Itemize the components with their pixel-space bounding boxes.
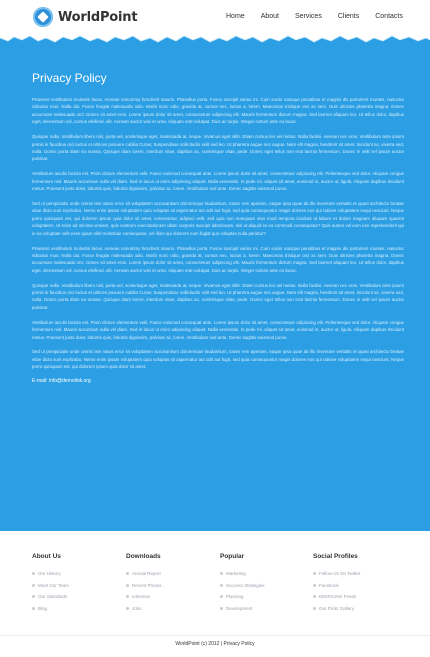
paragraph: Quisque nulla. Vestibulum libero nisl, porta vel, scelerisque eget, malesuada at, neque. Vivamus eget nibh. Etiam cursus leo vel metus. Nulla facilisi. Aenean nec eros. Vestibulum ante ipsum primis in faucibus orci luctus et ultrices posuere cubilia Curae; Suspendisse sollicitudin velit sed leo. Ut pharetra augue nec augue. Nam elit magna, hendrerit sit amet, tincidunt ac, viverra sed, nulla. Donec porta diam eu massa. Quisque diam lorem, interdum vitae, dapibus ac, scelerisque vitae, pede. Donec eget tellus non erat lacinia fermentum. Donec in velit vel ipsum auctor pulvinar. (32, 282, 404, 310)
bullet-icon (313, 607, 316, 610)
privacy-policy-link[interactable]: Privacy Policy (223, 641, 255, 647)
footer-link[interactable]: Recent Photos (126, 580, 216, 592)
bullet-icon (126, 572, 129, 575)
copyright-text: WorldPoint (c) 2012 (175, 641, 220, 647)
copyright (0, 641, 430, 647)
footer-link[interactable]: Planning (220, 591, 310, 603)
paragraph: Vestibulum iaculis lacinia est. Proin dictum elementum velit. Fusce euismod consequat ante. Lorem ipsum dolor sit amet, consectetuer adipiscing elit. Pellentesque sed dolor. Aliquam congue fermentum nisl. Mauris accumsan nulla vel diam. Sed in lacus ut enim adipiscing aliquet. Nulla venenatis. In pede mi, aliquet sit amet, euismod in, auctor ut, ligula. Aliquam dapibus tincidunt metus. Praesent justo dolor, lobortis quis, lobortis dignissim, pulvinar ac, lorem. Vestibulum sed ante. Donec sagittis euismod purus. (32, 171, 404, 192)
paragraph: Vestibulum iaculis lacinia est. Proin dictum elementum velit. Fusce euismod consequat ante. Lorem ipsum dolor sit amet, consectetuer adipiscing elit. Pellentesque sed dolor. Aliquam congue fermentum nisl. Mauris accumsan nulla vel diam. Sed in lacus ut enim adipiscing aliquet. Nulla venenatis. In pede mi, aliquet sit amet, euismod in, auctor ut, ligula. Aliquam dapibus tincidunt metus. Praesent justo dolor, lobortis quis, lobortis dignissim, pulvinar ac, lorem. Vestibulum sed ante. Donec sagittis euismod purus. (32, 319, 404, 340)
nav-services[interactable]: Services (294, 13, 322, 20)
footer-column-social (313, 553, 403, 614)
bullet-icon (32, 584, 35, 587)
main-nav (218, 12, 411, 22)
bullet-icon (220, 572, 223, 575)
footer-column-downloads (126, 553, 216, 614)
footer-link[interactable]: Interview (126, 591, 216, 603)
policy-text (32, 96, 404, 385)
footer-column-title: About Us (32, 553, 61, 560)
paragraph: Sed ut perspiciatis unde omnis iste natus error sit voluptatem accusantium doloremque laudantium, totam rem aperiam, eaque ipsa quae ab illo inventore veritatis et quasi architecto beatae vitae dicta sunt explicabo. Nemo enim ipsam voluptatem quia voluptas sit aspernatur aut odit aut fugit, sed quia consequuntur magni dolores eos qui ratione voluptatem sequi nesciunt. Neque porro quisquam est, qui dolorem ipsum quia dolor sit amet, consectetur, adipisci velit, sed quia non numquam eius modi tempora incidunt ut labore et dolore magnam aliquam quaerat voluptatem. Ut enim ad minima veniam, quis nostrum exercitationem ullam corporis suscipit laboriosam, nisi ut aliquid ex ea commodi consequatur? Quis autem vel eum iure reprehenderit qui in ea voluptate velit esse quam nihil molestiae consequatur, vel illum qui dolorem eum fugiat quo voluptas nulla pariatur? (32, 200, 404, 236)
footer-link[interactable]: Annual Report (126, 568, 216, 580)
site-footer (0, 531, 430, 636)
email-label: E-mail: (32, 378, 48, 385)
footer-link[interactable]: Our Standards (32, 591, 122, 603)
paragraph: Quisque nulla. Vestibulum libero nisl, porta vel, scelerisque eget, malesuada at, neque. Vivamus eget nibh. Etiam cursus leo vel metus. Nulla facilisi. Aenean nec eros. Vestibulum ante ipsum primis in faucibus orci luctus et ultrices posuere cubilia Curae; Suspendisse sollicitudin velit sed leo. Ut pharetra augue nec augue. Nam elit magna, hendrerit sit amet, tincidunt ac, viverra sed, nulla. Donec porta diam eu massa. Quisque diam lorem, interdum vitae, dapibus ac, scelerisque vitae, pede. Donec eget tellus non erat lacinia fermentum. Donec in velit vel ipsum auctor pulvinar. (32, 134, 404, 162)
site-header (0, 0, 430, 34)
footer-column-title: Social Profiles (313, 553, 358, 560)
copyright-separator: | (220, 641, 223, 647)
footer-column-about (32, 553, 122, 614)
nav-clients[interactable]: Clients (337, 13, 360, 20)
bullet-icon (126, 607, 129, 610)
torn-edge-decoration (0, 32, 430, 48)
bullet-icon (220, 584, 223, 587)
footer-link[interactable]: Development (220, 603, 310, 615)
brand-name: WorldPoint (58, 9, 138, 25)
footer-link[interactable]: Success Strategies (220, 580, 310, 592)
footer-link[interactable]: Jobs (126, 603, 216, 615)
footer-column-title: Popular (220, 553, 245, 560)
logo[interactable] (33, 7, 137, 27)
footer-link[interactable]: Our History (32, 568, 122, 580)
email-line (32, 378, 404, 385)
footer-column-popular (220, 553, 310, 614)
bullet-icon (126, 595, 129, 598)
footer-link[interactable]: Follow Us On Twitter (313, 568, 403, 580)
page-title: Privacy Policy (32, 71, 107, 85)
bullet-icon (32, 572, 35, 575)
footer-link[interactable]: Marketing (220, 568, 310, 580)
nav-home[interactable]: Home (226, 13, 245, 20)
paragraph: Sed ut perspiciatis unde omnis iste natus error sit voluptatem accusantium doloremque laudantium, totam rem aperiam, eaque ipsa quae ab illo inventore veritatis et quasi architecto beatae vitae dicta sunt explicabo. Nemo enim ipsam voluptatem quia voluptas sit aspernatur aut odit aut fugit, sed quia consequuntur magni dolores eos qui ratione voluptatem sequi nesciunt. Neque porro quisquam est, qui dolorem ipsum quia dolor sit amet. (32, 349, 404, 370)
paragraph: Praesent vestibulum molestie lacus. Aenean nonummy hendrerit mauris. Phasellus porta. Fusce suscipit varius mi. Cum sociis natoque penatibus et magnis dis parturient montes, nascetur ridiculus mus. Nulla dui. Fusce feugiat malesuada odio. Morbi nunc odio, gravida at, cursus nec, luctus a, lorem. Maecenas tristique orci ac sem. Duis ultricies pharetra magna. Donec accumsan malesuada orci. Donec sit amet eros. Lorem ipsum dolor sit amet, consectetuer adipiscing elit. Mauris fermentum dictum magna. Sed laoreet aliquam leo. Ut tellus dolor, dapibus eget, elementum vel, cursus eleifend, elit. Aenean auctor wisi et urna. Aliquam erat volutpat. Duis ac turpis. Integer rutrum ante eu lacus. (32, 245, 404, 273)
footer-link[interactable]: DEMOLINK Feeds (313, 591, 403, 603)
nav-contacts[interactable]: Contacts (375, 13, 403, 20)
bullet-icon (32, 607, 35, 610)
footer-column-title: Downloads (126, 553, 161, 560)
bullet-icon (126, 584, 129, 587)
bullet-icon (313, 572, 316, 575)
email-link[interactable]: info@demolink.org (48, 378, 91, 385)
globe-diamond-icon (33, 7, 53, 27)
bullet-icon (220, 607, 223, 610)
bullet-icon (313, 584, 316, 587)
main-content (0, 44, 430, 531)
footer-link[interactable]: Our Flickr Gallery (313, 603, 403, 615)
footer-link[interactable]: Blog (32, 603, 122, 615)
bullet-icon (313, 595, 316, 598)
paragraph: Praesent vestibulum molestie lacus. Aenean nonummy hendrerit mauris. Phasellus porta. Fusce suscipit varius mi. Cum sociis natoque penatibus et magnis dis parturient montes, nascetur ridiculus mus. Nulla dui. Fusce feugiat malesuada odio. Morbi nunc odio, gravida at, cursus nec, luctus a, lorem. Maecenas tristique orci ac sem. Duis ultricies pharetra magna. Donec accumsan malesuada orci. Donec sit amet eros. Lorem ipsum dolor sit amet, consectetuer adipiscing elit. Mauris fermentum dictum magna. Sed laoreet aliquam leo. Ut tellus dolor, dapibus eget, elementum vel, cursus eleifend, elit. Aenean auctor wisi et urna. Aliquam erat volutpat. Duis ac turpis. Integer rutrum ante eu lacus. (32, 97, 404, 125)
bullet-icon (32, 595, 35, 598)
footer-link[interactable]: Facebook (313, 580, 403, 592)
nav-about[interactable]: About (260, 13, 279, 20)
footer-link[interactable]: Meet Our Team (32, 580, 122, 592)
bullet-icon (220, 595, 223, 598)
